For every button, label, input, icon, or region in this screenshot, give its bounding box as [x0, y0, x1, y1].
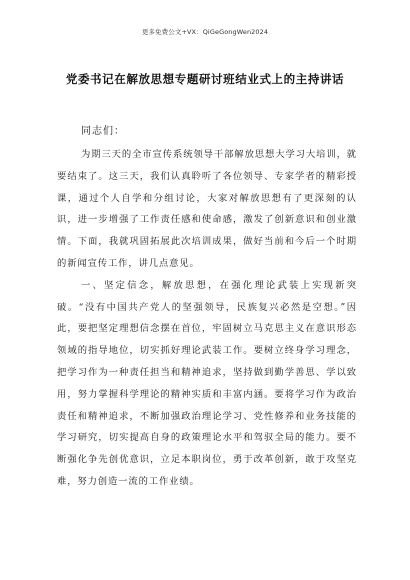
- salutation: 同志们：: [81, 126, 125, 137]
- document-title: 党委书记在解放思想专题研讨班结业式上的主持讲话: [65, 72, 345, 86]
- document-body: [57, 120, 357, 493]
- header-note: 更多免费公文+VX：QiGeGongWen2024: [141, 28, 269, 36]
- paragraph-intro: 为期三天的全市宣传系统领导干部解放思想大学习大培训，就要结束了。这三天，我们认真聆听了各位领导、专家学者的精彩授课，通过个人自学和分组讨论，大家对解放思想有了更深刻的认识，进一步增强了工作责任感和使命感，激发了创新意识和创业激情。下面，我就巩固拓展此次培训成果，做好当前和今后一个时期的新闻宣传工作，讲几点意见。: [57, 149, 357, 269]
- paragraph-section-one: 一、坚定信念，解放思想，在强化理论武装上实现新突破。“没有中国共产党人的坚强领导，民族复兴必然是空想。”因此，要把坚定理想信念摆在首位，牢固树立马克思主义在意识形态领域的指导地位，切实抓好理论武装工作。要树立终身学习理念，把学习作为一种责任担当和精神追求，坚持做到勤学善思、学以致用，努力掌握科学理论的精神实质和丰富内涵。要将学习作为政治责任和精神追求，不断加强政治理论学习、党性修养和业务技能的学习研究，切实提高自身的政策理论水平和驾驭全局的能力。要不断强化争先创优意识，立足本职岗位，勇于改革创新，敢于攻坚克难，努力创造一流的工作业绩。: [57, 279, 357, 487]
